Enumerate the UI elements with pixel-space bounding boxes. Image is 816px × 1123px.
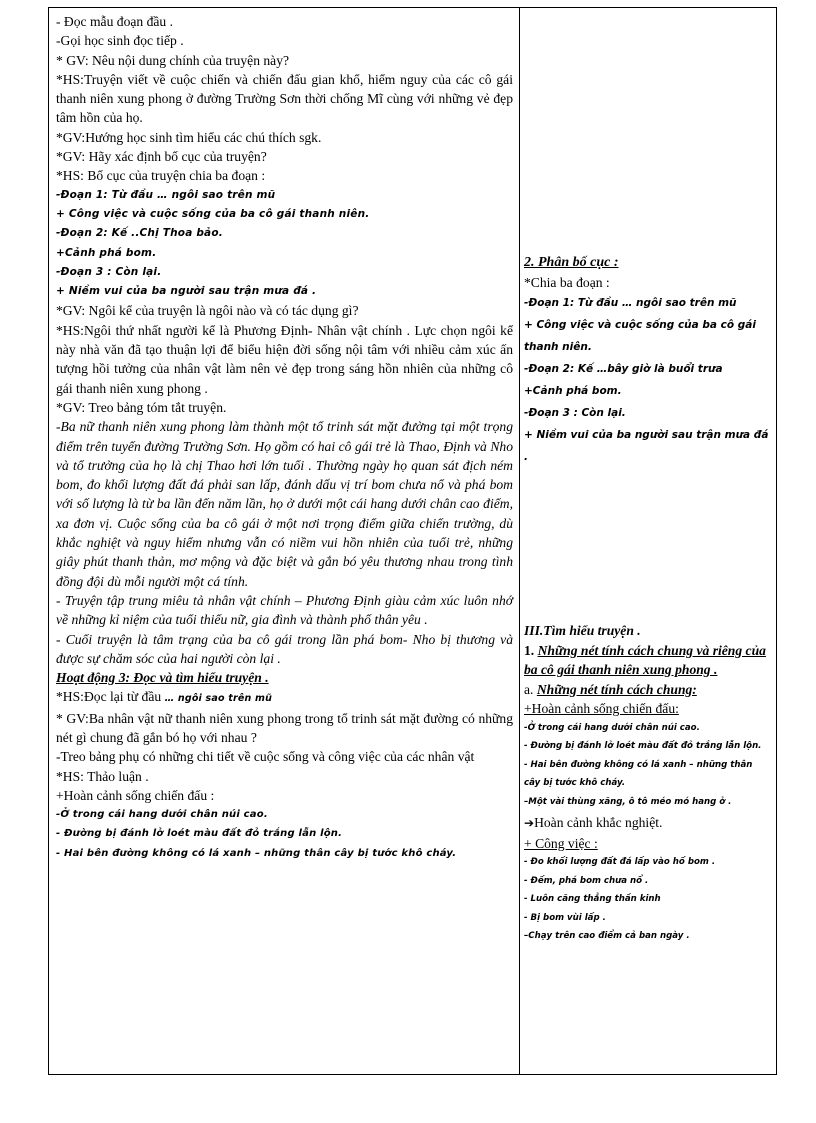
- work-item: –Chạy trên cao điểm cả ban ngày .: [524, 931, 690, 941]
- environment-line: - Đường bị đánh lở loét màu đất đỏ trắng lẫn lộn.: [56, 828, 343, 840]
- environment-line: - Hai bên đường không có lá xanh – những thân cây bị tước khô cháy.: [56, 847, 457, 859]
- reread-hand: … ngôi sao trên mũ: [161, 693, 273, 705]
- text-line: *HS:Ngôi thứ nhất người kể là Phương Định- Nhân vật chính . Lực chọn ngôi kể này nhà văn đã tạo thuận lợi để biểu hiện đời sống nội tâm với nhiều cảm xúc ấn tượng hồi tưởng của nhân vật làm nên vẻ đẹp trong sáng hồn nhiên của những cô gái thanh niên xung phong .: [56, 322, 513, 396]
- text-line: *GV: Hãy xác định bố cục của truyện?: [56, 149, 267, 165]
- structure-line: +Cảnh phá bom.: [56, 246, 157, 259]
- structure-line: -Đoạn 3 : Còn lại.: [56, 265, 162, 278]
- structure-line: + Niềm vui của ba người sau trận mưa đá .: [524, 429, 769, 463]
- text-line: * GV:Ba nhân vật nữ thanh niên xung phong trong tổ trinh sát mặt đường có những nét gì chung đã gắn bó họ với nhau ?: [56, 710, 513, 745]
- subsection-1-number: 1.: [524, 642, 535, 658]
- lesson-table: [48, 7, 777, 1075]
- structure-line: -Đoạn 3 : Còn lại.: [524, 407, 626, 419]
- text-line: *GV: Ngôi kể của truyện là ngôi nào và có tác dụng gì?: [56, 303, 359, 319]
- content-column: [520, 8, 777, 946]
- teacher-student-activity-column: [49, 8, 519, 863]
- activity-heading: Hoạt động 3: Đọc và tìm hiểu truyện .: [56, 670, 269, 686]
- summary-paragraph: - Cuối truyện là tâm trạng của ba cô gái trong lần phá bom- Nho bị thương và được sự chăm sóc của hai người còn lại .: [56, 631, 513, 666]
- reread-line: [56, 687, 513, 708]
- structure-line: -Đoạn 2: Kế …bây giờ là buổi trưa: [524, 363, 723, 375]
- structure-line: -Đoạn 1: Từ đầu … ngôi sao trên mũ: [56, 188, 276, 201]
- arrow-icon: ➔: [524, 816, 535, 830]
- summary-paragraph: -Ba nữ thanh niên xung phong làm thành một tổ trinh sát mặt đường tại một trọng điểm trên tuyến đường Trường Sơn. Họ gồm có hai cô gái trẻ là Thao, Định và Nho và tổ trưởng của họ là chị Thao hơi lớn tuổi . Thường ngày họ quan sát địch ném bom, đo khối lượng đất đá phải san lấp, đánh dấu vị trí bom chưa nổ và phá bom với số lượng là từ ba lần đến năm lần, họ ở dưới một cái hang dưới chân cao điểm, xa đơn vị. Cuộc sống của ba cô gái ở một nơi trọng điểm giữa chiến trường, dù khắc nghiệt và nguy hiểm nhưng vẫn có niềm vui hồn nhiên của tuổi trẻ, những giây phút thanh thản, mơ mộng và đặc biệt và gắn bó yêu thương nhau trong tình đồng đội dù mỗi người một cá tính.: [56, 419, 513, 589]
- conclusion-text: Hoàn cảnh khắc nghiệt.: [534, 815, 663, 830]
- summary-paragraph: - Truyện tập trung miêu tả nhân vật chính – Phương Định giàu cảm xúc luôn nhớ về những kỉ niệm của tuổi thiếu nữ, gia đình và thành phố thân yêu .: [56, 592, 513, 628]
- structure-intro: *Chia ba đoạn :: [524, 274, 610, 290]
- structure-line: + Niềm vui của ba người sau trận mưa đá .: [56, 285, 317, 298]
- environment-item: - Hai bên đường không có lá xanh – những thân cây bị tước khô cháy.: [524, 759, 753, 788]
- structure-line: + Công việc và cuộc sống của ba cô gái thanh niên.: [56, 207, 370, 220]
- reread-prefix: *HS:Đọc lại từ đầu: [56, 689, 162, 705]
- text-line: *GV: Treo bảng tóm tắt truyện.: [56, 399, 227, 415]
- structure-heading: 2. Phân bố cục :: [524, 255, 619, 270]
- work-item: - Đo khối lượng đất đá lấp vào hố bom .: [524, 857, 716, 867]
- text-line: *HS: Bố cục của truyện chia ba đoạn :: [56, 168, 266, 184]
- environment-item: -Ở trong cái hang dưới chân núi cao.: [524, 722, 700, 733]
- work-item: - Bị bom vùi lấp .: [524, 912, 606, 923]
- work-label: + Công việc :: [524, 835, 598, 851]
- structure-line: -Đoạn 2: Kế ..Chị Thoa bảo.: [56, 227, 223, 240]
- environment-item: - Đường bị đánh lở loét màu đất đỏ trắng lẫn lộn.: [524, 741, 762, 751]
- environment-item: –Một vài thùng xăng, ô tô méo mó hang ở .: [524, 796, 732, 807]
- subsection-1: [524, 641, 770, 680]
- text-line: -Treo bảng phụ có những chi tiết về cuộc sống và công việc của các nhân vật: [56, 749, 475, 765]
- text-line: -Gọi học sinh đọc tiếp .: [56, 33, 184, 49]
- subsection-a-number: a.: [524, 681, 534, 697]
- text-line: * GV: Nêu nội dung chính của truyện này?: [56, 52, 290, 68]
- section-heading: III.Tìm hiểu truyện .: [524, 623, 641, 638]
- structure-line: + Công việc và cuộc sống của ba cô gái thanh niên.: [524, 319, 756, 353]
- environment-line: -Ở trong cái hang dưới chân núi cao.: [56, 809, 268, 821]
- conclusion-line: [524, 813, 770, 834]
- structure-line: -Đoạn 1: Từ đầu … ngôi sao trên mũ: [524, 297, 737, 309]
- subsection-1-title: Những nét tính cách chung và riêng của ba cô gái thanh niên xung phong .: [524, 642, 766, 677]
- subsection-a: [524, 680, 770, 700]
- work-item: - Đếm, phá bom chưa nổ .: [524, 875, 649, 886]
- subsection-a-title: Những nét tính cách chung:: [536, 681, 697, 697]
- work-item: - Luôn căng thẳng thần kinh: [524, 894, 661, 904]
- structure-line: +Cảnh phá bom.: [524, 385, 622, 397]
- text-line: +Hoàn cảnh sống chiến đấu :: [56, 787, 215, 803]
- text-line: *HS:Truyện viết về cuộc chiến và chiến đấu gian khổ, hiểm nguy của các cô gái thanh niên xung phong ở đường Trường Sơn thời chống Mĩ cùng với những vẻ đẹp tâm hồn của họ.: [56, 71, 513, 126]
- text-line: - Đọc mẫu đoạn đầu .: [56, 14, 174, 29]
- text-line: *HS: Thảo luận .: [56, 768, 149, 784]
- text-line: *GV:Hướng học sinh tìm hiểu các chú thích sgk.: [56, 129, 322, 145]
- environment-label: +Hoàn cảnh sống chiến đấu:: [524, 701, 679, 716]
